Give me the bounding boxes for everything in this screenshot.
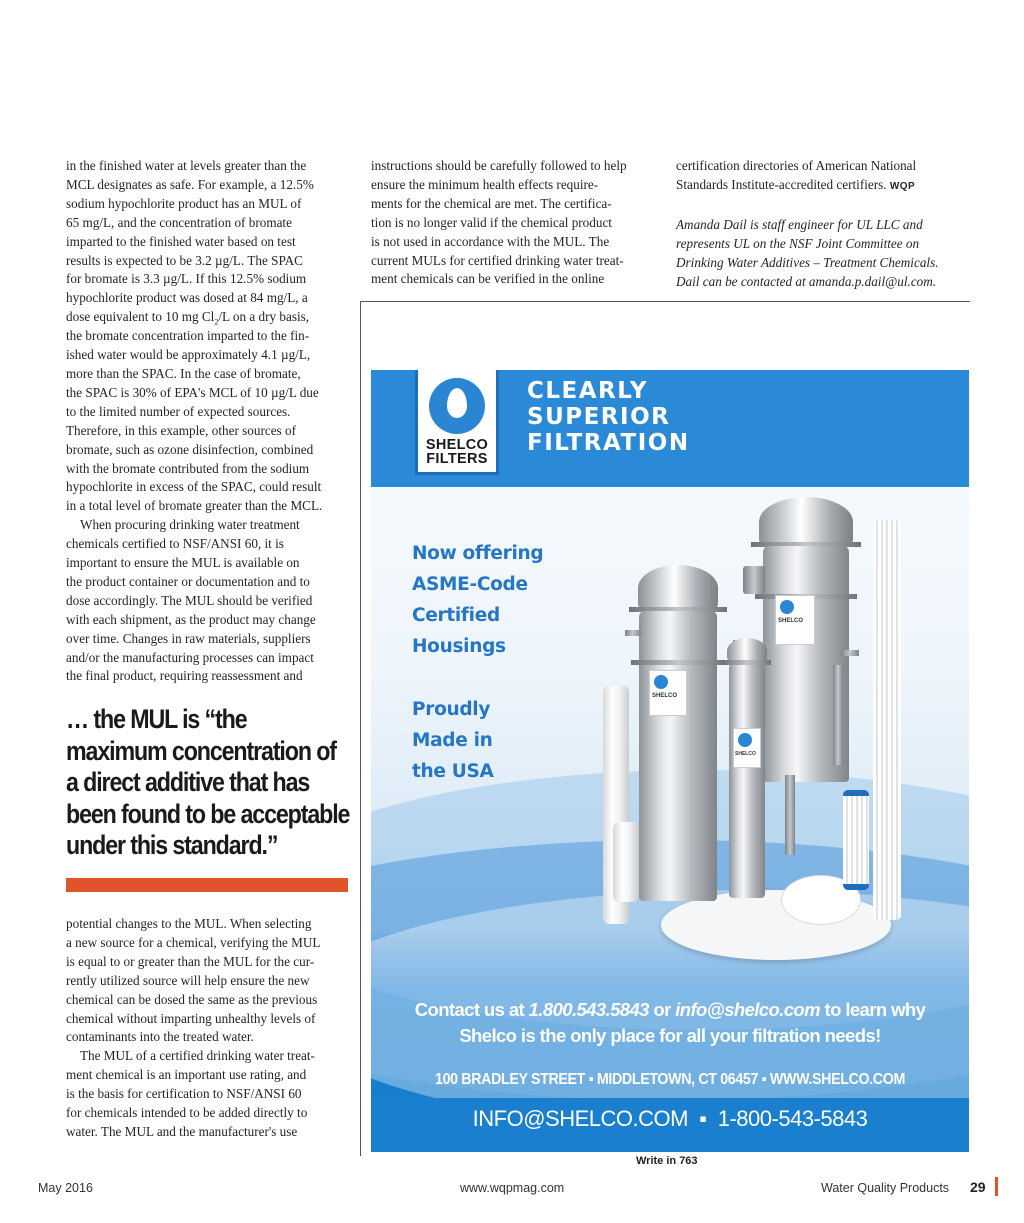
dose-text: dose equivalent to 10 mg Cl — [66, 309, 215, 325]
text-line: in a total level of bromate greater than the MCL. — [66, 498, 323, 514]
text-line: chemical without imparting unhealthy levels of — [66, 1010, 316, 1026]
text-line: 65 mg/L, and the concentration of bromate — [66, 214, 292, 230]
housing-leg — [625, 630, 641, 636]
subscript: 2 — [214, 317, 219, 327]
text-line: is the basis for certification to NSF/ANSI 60 — [66, 1086, 302, 1102]
water-drop-icon — [429, 378, 485, 434]
text-line: water. The MUL and the manufacturer's use — [66, 1123, 298, 1139]
article-column-1 — [66, 157, 352, 686]
ad-top-rule — [360, 301, 970, 302]
ad-info-line — [371, 1106, 969, 1132]
tagline-line: Housings — [412, 636, 506, 657]
water-drop-icon — [738, 733, 752, 747]
article-column-1-continued — [66, 915, 352, 1142]
contact-line: Shelco is the only place for all your filtration needs! — [459, 1025, 881, 1046]
tagline-line: the USA — [412, 761, 494, 782]
water-drop-icon — [654, 675, 668, 689]
water-drop-icon — [780, 600, 794, 614]
write-in-number: Write in 763 — [636, 1155, 698, 1167]
text-line: ments for the chemical are met. The certifica- — [371, 195, 612, 211]
text-line: for chemicals intended to be added directly to — [66, 1105, 308, 1121]
ad-tagline — [412, 538, 543, 662]
tagline-line: Certified — [412, 605, 500, 626]
text-line: is equal to or greater than the MUL for the cur- — [66, 953, 315, 969]
text-line — [676, 176, 962, 197]
text-line: a new source for a chemical, verifying the MUL — [66, 934, 321, 950]
housing-leg — [833, 665, 843, 765]
shelco-logo — [415, 370, 499, 475]
author-bio-line: represents UL on the NSF Joint Committee on — [676, 235, 920, 251]
text-line: the SPAC is 30% of EPA's MCL of 10 µg/L due — [66, 384, 319, 400]
tagline-line: Made in — [412, 730, 493, 751]
dose-text-post: /L on a dry basis, — [218, 309, 310, 325]
ad-address: 100 BRADLEY STREET ▪ MIDDLETOWN, CT 06457 ▪ WWW.SHELCO.COM — [435, 1071, 905, 1088]
label-text: SHELCO — [735, 751, 756, 757]
headline-line: SUPERIOR — [527, 404, 671, 430]
housing-cap — [638, 565, 718, 611]
page-number-bar — [995, 1177, 998, 1196]
contact-text: to learn why — [819, 999, 926, 1020]
tagline-line: Now offering — [412, 543, 544, 564]
text-line: with each shipment, as the product may change — [66, 611, 316, 627]
text-line: ensure the minimum health effects require- — [371, 176, 599, 192]
pleated-cartridge — [843, 790, 869, 890]
tagline-line: Proudly — [412, 699, 491, 720]
text-line: dose accordingly. The MUL should be verified — [66, 592, 313, 608]
label-text: SHELCO — [652, 693, 678, 699]
text-line: the bromate concentration imparted to the fin- — [66, 328, 310, 344]
text-line: the final product, requiring reassessment and — [66, 668, 303, 684]
logo-line: SHELCO — [425, 437, 489, 453]
text-line: more than the SPAC. In the case of bromate, — [66, 365, 301, 381]
text-line: potential changes to the MUL. When selecting — [66, 916, 312, 931]
text-line: results is expected to be 3.2 µg/L. The SPAC — [66, 252, 303, 268]
text-line: tion is no longer valid if the chemical product — [371, 214, 612, 230]
author-bio-line: Drinking Water Additives – Treatment Chemicals. — [676, 254, 939, 270]
text-line: ment chemicals can be verified in the online — [371, 271, 605, 287]
housing-pipe — [743, 566, 765, 594]
text-line: hypochlorite product was dosed at 84 mg/L, a — [66, 290, 308, 306]
housing-leg — [841, 650, 859, 656]
text-line: in the finished water at levels greater than the — [66, 158, 307, 173]
text-line: rently utilized source will help ensure the new — [66, 972, 310, 988]
contact-text: Contact us at — [414, 999, 529, 1020]
logo-text — [418, 438, 496, 466]
footer-url: www.wqpmag.com — [460, 1181, 565, 1195]
info-email: INFO@SHELCO.COM — [472, 1106, 688, 1131]
text-line: instructions should be carefully followed to help — [371, 158, 627, 173]
shelco-advertisement — [371, 370, 969, 1152]
product-label — [733, 728, 761, 768]
text-line: and/or the manufacturing processes can impact — [66, 649, 314, 665]
ad-left-rule — [360, 301, 361, 1156]
pull-quote-line: maximum concentration of — [66, 735, 336, 766]
filter-housing-medium — [639, 611, 717, 901]
page-number: 29 — [970, 1179, 986, 1195]
text-line: Therefore, in this example, other sources of — [66, 422, 296, 438]
text-line: The MUL of a certified drinking water treat- — [80, 1048, 315, 1064]
text-line: important to ensure the MUL is available on — [66, 555, 300, 571]
logo-line: FILTERS — [426, 451, 488, 467]
text-line — [66, 308, 352, 327]
text-line: with the bromate contributed from the sodium — [66, 460, 310, 476]
text-line: is not used in accordance with the MUL. The — [371, 233, 610, 249]
footer-magazine: Water Quality Products — [821, 1181, 950, 1195]
text-line: over time. Changes in raw materials, suppliers — [66, 630, 311, 646]
text-line: ment chemical is an important use rating, and — [66, 1067, 307, 1083]
text-line: chemicals certified to NSF/ANSI 60, it is — [66, 536, 284, 552]
text-line: sodium hypochlorite product has an MUL of — [66, 195, 302, 211]
pleated-cartridge — [873, 520, 901, 920]
closing-text: Standards Institute-accredited certifiers. — [676, 176, 887, 192]
text-line: the product container or documentation and to — [66, 573, 310, 589]
text-line: contaminants into the treated water. — [66, 1029, 254, 1045]
pull-quote-line: under this standard.” — [66, 830, 278, 860]
article-column-2 — [371, 157, 661, 289]
pull-quote-line: … the MUL is “the — [66, 704, 247, 734]
housing-clamp — [723, 660, 771, 665]
contact-line — [371, 997, 969, 1023]
contact-email: info@shelco.com — [675, 999, 820, 1020]
tagline-line: ASME-Code — [412, 574, 528, 595]
footer-date: May 2016 — [38, 1181, 93, 1195]
contact-text: or — [648, 999, 676, 1020]
label-text: SHELCO — [778, 618, 804, 624]
text-line: imparted to the finished water based on test — [66, 233, 296, 249]
author-bio-line: Amanda Dail is staff engineer for UL LLC and — [676, 216, 923, 232]
text-line: for bromate is 3.3 µg/L. If this 12.5% sodium — [66, 271, 307, 287]
ad-tagline-usa — [412, 694, 494, 787]
ad-contact — [371, 997, 969, 1049]
ad-headline — [527, 378, 690, 456]
filter-housing-slim — [729, 662, 765, 898]
article-column-3 — [676, 157, 962, 291]
drop-highlight — [447, 388, 467, 418]
separator: ▪ — [699, 1106, 707, 1131]
filter-cartridge — [613, 822, 639, 902]
product-label — [649, 670, 687, 716]
text-line: current MULs for certified drinking water treat- — [371, 252, 624, 268]
headline-line: CLEARLY — [527, 378, 648, 404]
headline-line: FILTRATION — [527, 430, 690, 456]
text-line: When procuring drinking water treatment — [80, 517, 300, 533]
text-line: chemical can be dosed the same as the previous — [66, 991, 318, 1007]
text-line: bromate, such as ozone disinfection, combined — [66, 441, 314, 457]
end-mark: WQP — [889, 180, 916, 192]
text-line: to the limited number of expected sources. — [66, 403, 291, 419]
housing-clamp — [631, 660, 725, 665]
pull-quote-line: a direct additive that has — [66, 767, 310, 797]
text-line: MCL designates as safe. For example, a 12.5% — [66, 176, 314, 192]
housing-leg — [785, 775, 795, 855]
contact-phone: 1.800.543.5843 — [528, 999, 649, 1020]
author-bio-line: Dail can be contacted at amanda.p.dail@ul.com. — [676, 273, 937, 289]
text-line: certification directories of American National — [676, 158, 917, 173]
pull-quote-line: been found to be acceptable — [66, 798, 350, 829]
housing-cap — [759, 497, 853, 547]
pull-quote — [66, 704, 363, 862]
text-line: ished water would be approximately 4.1 µg/L, — [66, 347, 311, 363]
text-line: hypochlorite in excess of the SPAC, could result — [66, 479, 322, 495]
pull-quote-bar — [66, 878, 348, 892]
info-phone: 1-800-543-5843 — [717, 1106, 868, 1131]
product-label — [775, 595, 815, 645]
